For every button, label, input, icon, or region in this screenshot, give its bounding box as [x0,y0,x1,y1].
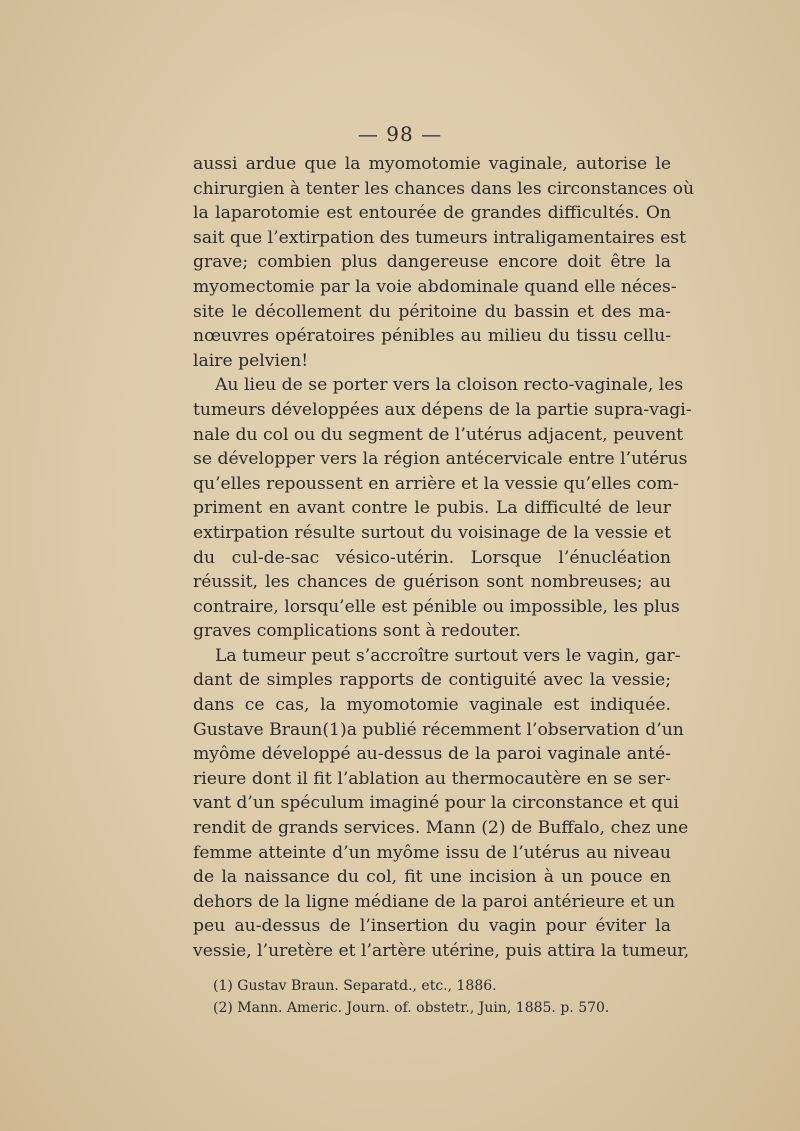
text-line: Gustave Braun(1)a publié récemment l’observation d’un [193,719,684,740]
text-line: qu’elles repoussent en arrière et la vessie qu’elles com- [193,473,679,494]
body-text [193,152,695,964]
text-line: femme atteinte d’un myôme issu de l’utérus au niveau [193,842,671,863]
text-line: sait que l’extirpation des tumeurs intraligamentaires est [193,227,687,248]
page-number: — 98 — [357,122,443,146]
text-line: extirpation résulte surtout du voisinage de la vessie et [193,522,671,543]
text-line: de la naissance du col, fit une incision à un pouce en [193,867,671,888]
text-line: rieure dont il fit l’ablation au thermocautère en se ser- [193,768,671,789]
text-line: peu au-dessus de l’insertion du vagin pour éviter la [193,916,671,937]
text-line: aussi ardue que la myomotomie vaginale, autorise le [193,154,671,174]
footnote: (2) Mann. Americ. Journ. of. obstetr., Juin, 1885. p. 570. [213,1000,610,1016]
text-line: nale du col ou du segment de l’utérus adjacent, peuvent [193,424,684,445]
text-line: dehors de la ligne médiane de la paroi antérieure et un [193,891,676,912]
text-line: dans ce cas, la myomotomie vaginale est indiquée. [193,695,671,716]
text-line: chirurgien à tenter les chances dans les circonstances où [193,178,695,199]
text-line: site le décollement du péritoine du bassin et des ma- [193,301,671,322]
text-line: la laparotomie est entourée de grandes difficultés. On [193,203,671,224]
footnotes [213,975,673,1019]
text-line: myôme développé au-dessus de la paroi vaginale anté- [193,744,671,765]
text-line: myomectomie par la voie abdominale quand elle néces- [193,276,677,297]
text-line: se développer vers la région antécervicale entre l’utérus [193,449,688,470]
text-line: réussit, les chances de guérison sont nombreuses; au [193,572,671,593]
text-line: laire pelvien! [193,350,309,371]
text-line: nœuvres opératoires pénibles au milieu du tissu cellu- [193,326,671,347]
text-line: du cul-de-sac vésico-utérin. Lorsque l’énucléation [193,547,671,568]
text-line: graves complications sont à redouter. [193,621,521,642]
text-line: vant d’un spéculum imaginé pour la circonstance et qui [193,793,679,814]
footnote: (1) Gustav Braun. Separatd., etc., 1886. [213,978,497,994]
text-line: rendit de grands services. Mann (2) de Buffalo, chez une [193,818,689,839]
text-line: priment en avant contre le pubis. La difficulté de leur [193,498,671,519]
text-line: vessie, l’uretère et l’artère utérine, puis attira la tumeur, [193,941,690,961]
text-line: Au lieu de se porter vers la cloison recto-vaginale, les [215,375,684,396]
text-line: contraire, lorsqu’elle est pénible ou impossible, les plus [193,596,680,617]
text-line: grave; combien plus dangereuse encore doit être la [193,252,671,273]
text-line: dant de simples rapports de contiguité avec la vessie; [193,670,671,691]
text-line: tumeurs développées aux dépens de la partie supra-vagi- [193,399,692,420]
text-line: La tumeur peut s’accroître surtout vers le vagin, gar- [215,645,681,666]
